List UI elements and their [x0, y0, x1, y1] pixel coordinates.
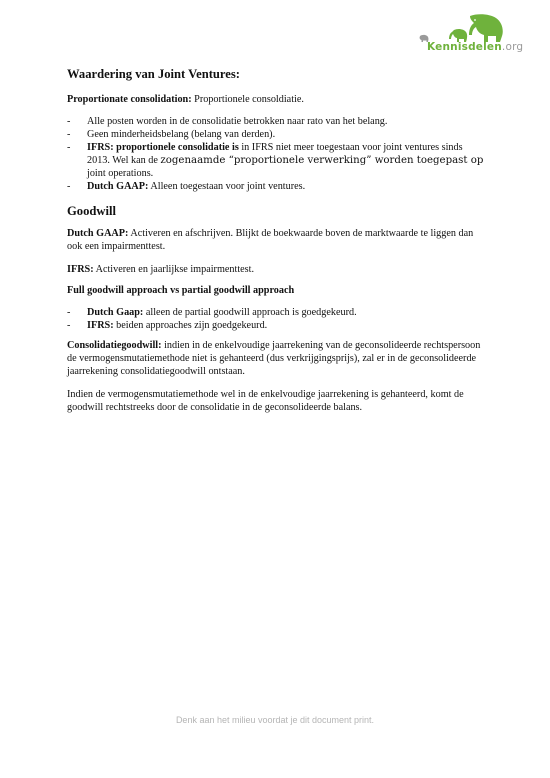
dutch-gaap-paragraph [67, 227, 485, 253]
list-item [67, 306, 485, 319]
list-item-text: alleen de partial goodwill approach is goedgekeurd. [143, 307, 357, 318]
kennisdelen-logo[interactable] [418, 14, 540, 52]
ifrs-paragraph [67, 263, 485, 276]
joint-ventures-list [67, 115, 485, 193]
list-item-text: beiden approaches zijn goedgekeurd. [113, 320, 268, 331]
list-item [67, 115, 485, 128]
list-item-text: Alle posten worden in de consolidatie betrokken naar rato van het belang. [87, 116, 388, 127]
dutch-gaap-text: Activeren en afschrijven. Blijkt de boekwaarde boven de marktwaarde te liggen dan ook een impairmenttest. [67, 228, 474, 252]
dutch-gaap-label: Dutch GAAP: [67, 228, 129, 239]
list-item [67, 141, 485, 180]
elephant-icon [418, 14, 540, 44]
list-item [67, 180, 485, 193]
goodwill-approach-list [67, 306, 485, 332]
list-item [67, 319, 485, 332]
consolidatiegoodwill-text: indien in de enkelvoudige jaarrekening van de geconsolideerde rechtspersoon de vermogensmutatiemethode niet is gehanteerd (dus verkrijgingsprijs), zal er in de geconsolideerde jaarrekening consolidatiegoodwill ontstaan. [67, 340, 481, 377]
list-item [67, 128, 485, 141]
full-goodwill-heading: Full goodwill approach vs partial goodwill approach [67, 285, 295, 296]
footer-note: Denk aan het milieu voordat je dit document print. [175, 715, 375, 725]
list-item-bold: Dutch GAAP: [87, 181, 149, 192]
list-item-bold: IFRS: [87, 320, 114, 331]
logo-text-delen: delen [468, 41, 502, 53]
vermogensmutatie-paragraph: Indien de vermogensmutatiemethode wel in de enkelvoudige jaarrekening is gehanteerd, komt de goodwill rechtstreeks door de consolidatie in de geconsolideerde balans. [67, 389, 464, 413]
list-item-bold: Dutch Gaap: [87, 307, 144, 318]
proportionate-paragraph [67, 93, 485, 106]
proportionate-text: Proportionele consoldiatie. [191, 94, 304, 105]
section-title-joint-ventures: Waardering van Joint Ventures: [67, 67, 240, 81]
consolidatiegoodwill-paragraph [67, 339, 485, 378]
ifrs-label: IFRS: [67, 264, 94, 275]
list-item-bold: IFRS: proportionele consolidatie is [87, 142, 239, 153]
consolidatiegoodwill-label: Consolidatiegoodwill: [67, 340, 162, 351]
logo-text-org: .org [501, 41, 524, 53]
list-item-text: Geen minderheidsbelang (belang van derden). [87, 129, 276, 140]
proportionate-label: Proportionate consolidation: [67, 94, 192, 105]
list-item-text: Alleen toegestaan voor joint ventures. [148, 181, 306, 192]
list-item-text-alt: zogenaamde “proportionele verwerking” worden toegepast op [160, 155, 484, 166]
logo-text-kennis: Kennis [427, 41, 469, 53]
logo-wordmark [427, 41, 523, 53]
list-item-text: in IFRS niet meer toegestaan voor joint ventures sinds 2013. Wel kan de [87, 142, 463, 166]
list-item-text-end: joint operations. [87, 168, 154, 179]
ifrs-text: Activeren en jaarlijkse impairmenttest. [93, 264, 255, 275]
section-title-goodwill: Goodwill [67, 204, 116, 218]
